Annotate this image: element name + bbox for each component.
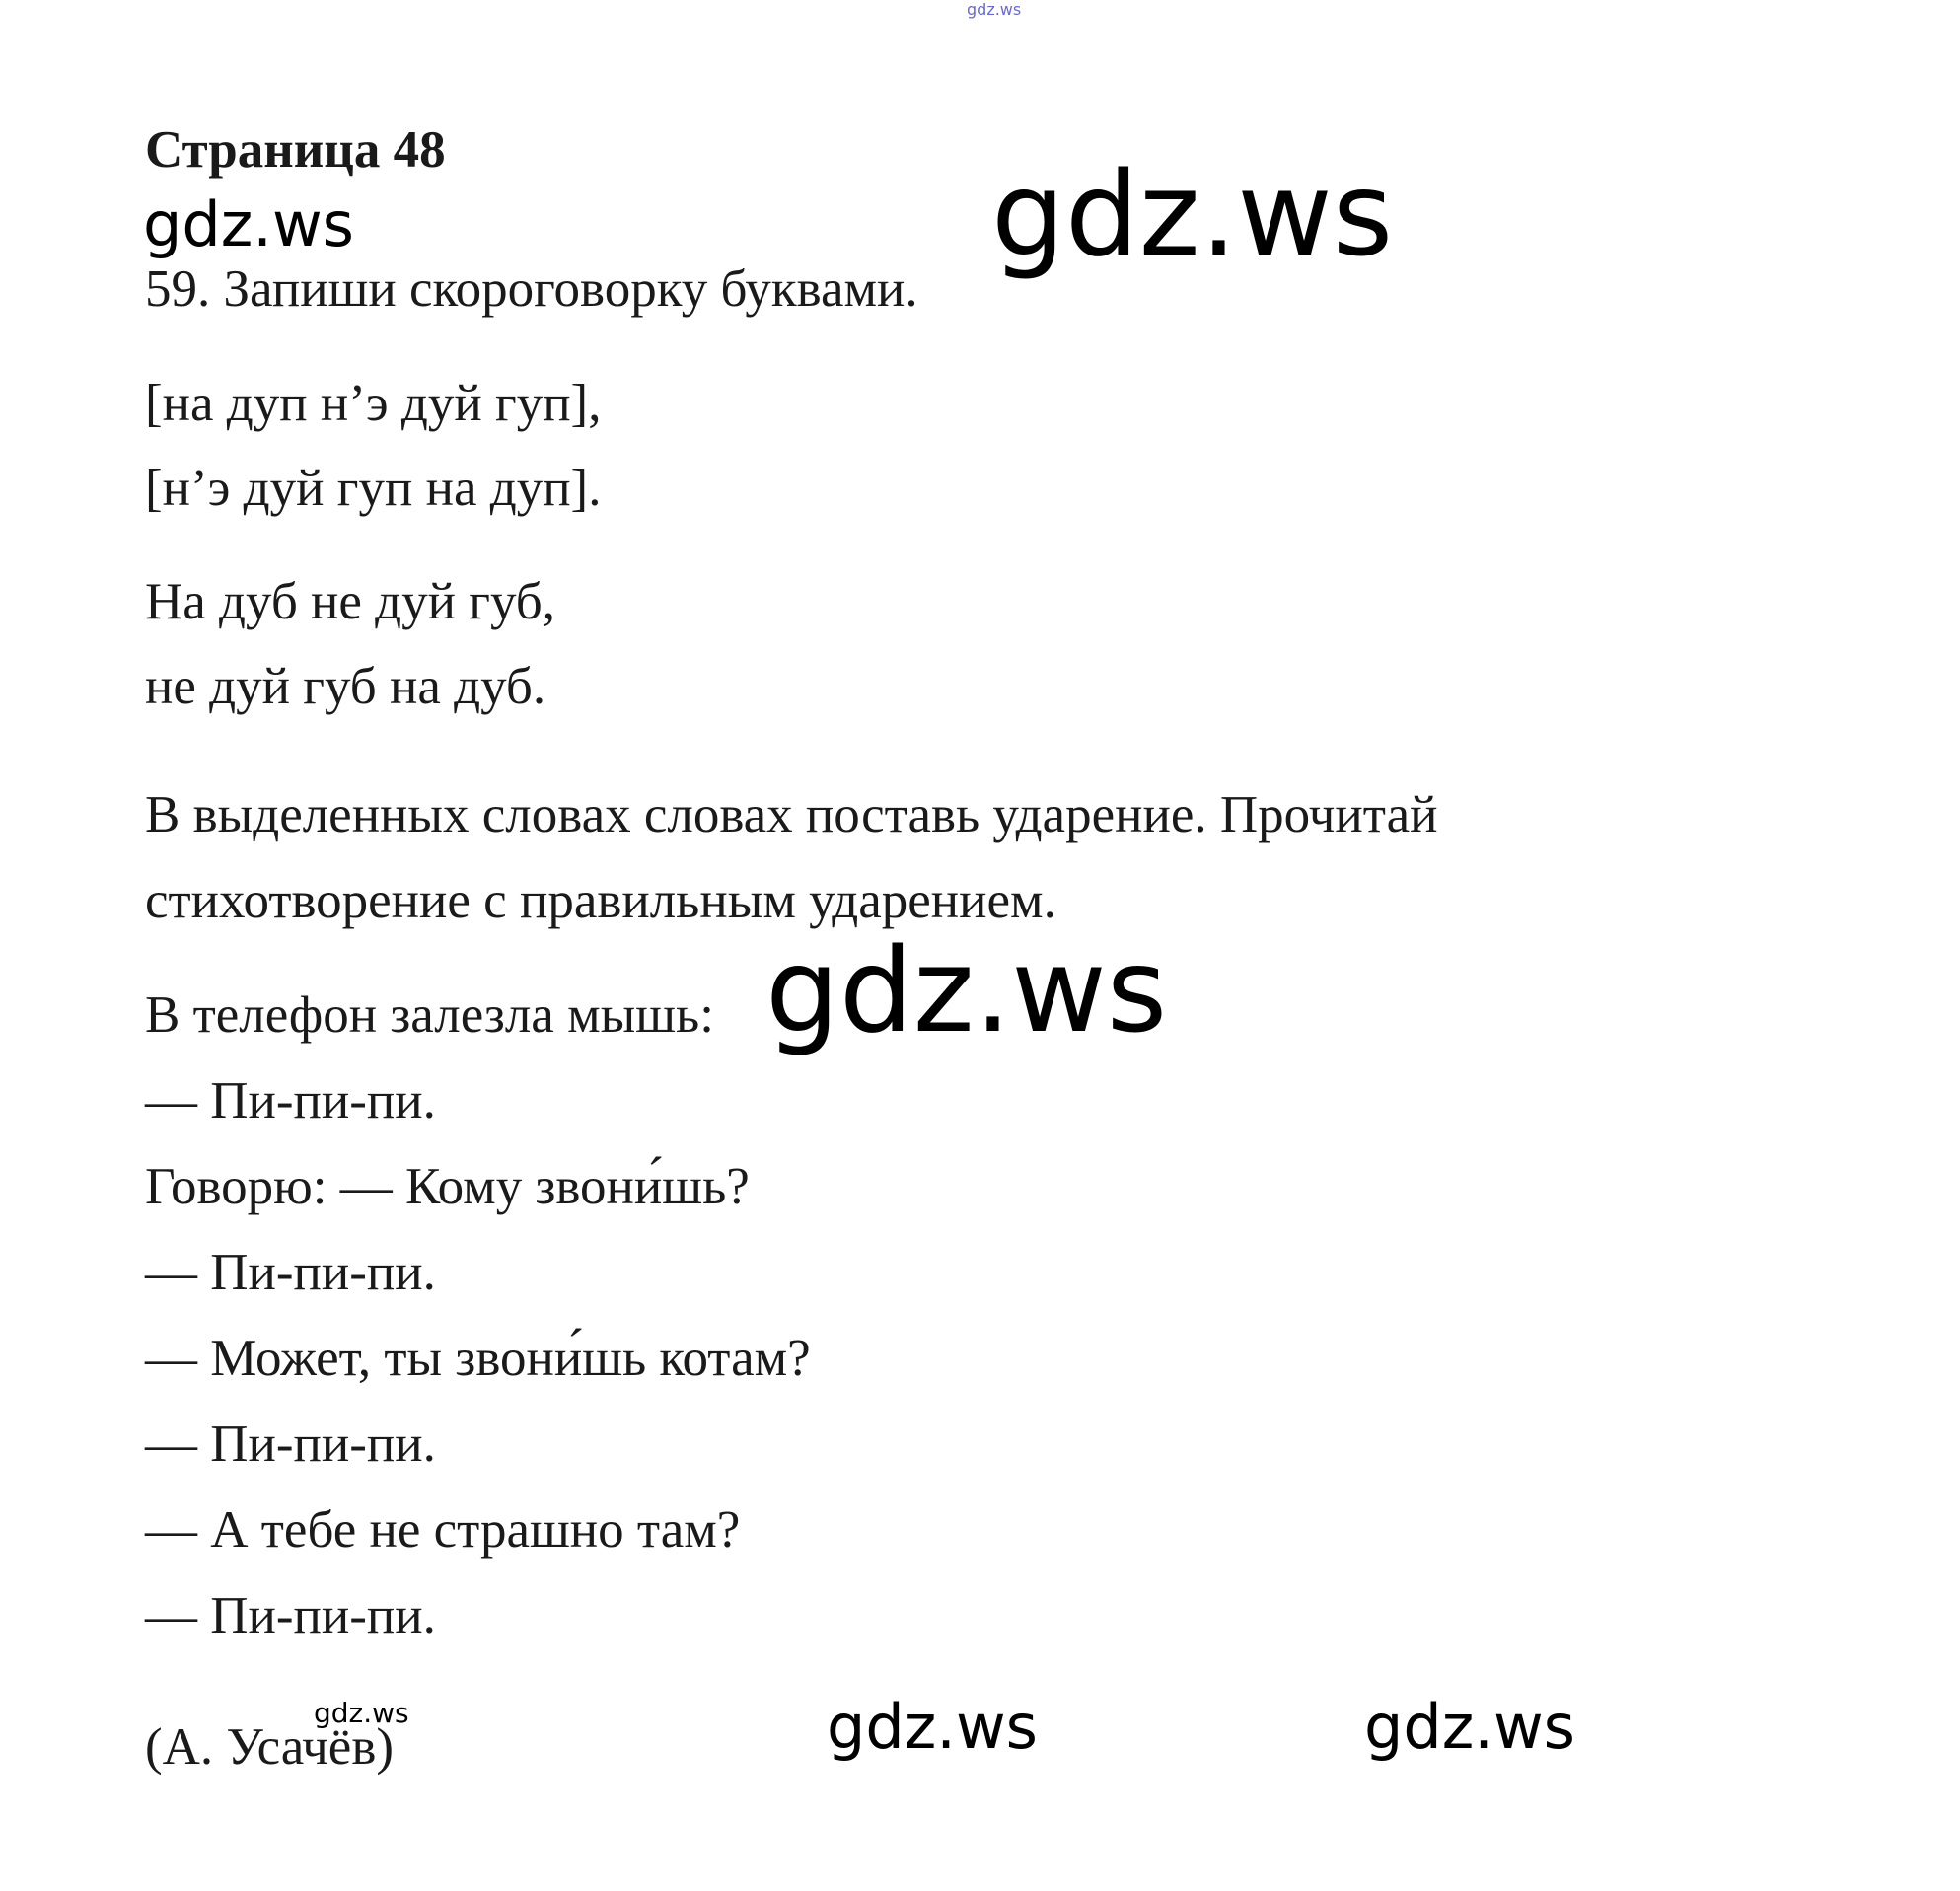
poem-line-5: — Может, ты звони́шь котам? [145, 1330, 811, 1387]
tongue-twister-line-2: не дуй губ на дуб. [145, 658, 546, 715]
task-title: 59. Запиши скороговорку буквами. [145, 260, 918, 318]
transcription-line-2: [н’э дуй гуп на дуп]. [145, 460, 602, 517]
watermark-large-upper: gdz.ws [991, 146, 1394, 282]
page-title: Страница 48 [145, 121, 446, 179]
poem-line-2: — Пи-пи-пи. [145, 1072, 436, 1129]
watermark-heading: gdz.ws [143, 188, 354, 260]
poem-line-1: В телефон залезла мышь: [145, 986, 714, 1044]
transcription-line-1: [на дуп н’э дуй гуп], [145, 375, 602, 432]
poem-line-4: — Пи-пи-пи. [145, 1244, 436, 1301]
poem-author: (А. Усачёв) [145, 1718, 395, 1776]
poem-line-3: Говорю: — Кому звони́шь? [145, 1158, 750, 1215]
poem-line-7: — А тебе не страшно там? [145, 1501, 741, 1559]
poem-line-8: — Пи-пи-пи. [145, 1587, 436, 1644]
tongue-twister-line-1: На дуб не дуй губ, [145, 573, 556, 630]
poem-line-6: — Пи-пи-пи. [145, 1416, 436, 1473]
instruction-line-2: стихотворение с правильным ударением. [145, 872, 1056, 929]
watermark-footer-right: gdz.ws [1364, 1691, 1575, 1763]
watermark-large-middle: gdz.ws [765, 922, 1168, 1058]
instruction-line-1: В выделенных словах словах поставь ударение. Прочитай [145, 786, 1438, 843]
watermark-top: gdz.ws [967, 0, 1022, 19]
watermark-footer-small: gdz.ws [314, 1697, 409, 1729]
watermark-footer-middle: gdz.ws [827, 1691, 1038, 1763]
